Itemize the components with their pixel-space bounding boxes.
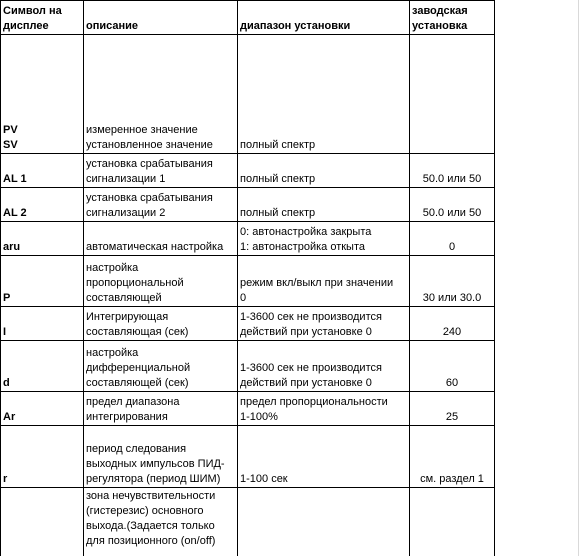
- range-cell: [237, 391, 410, 426]
- symbol-cell: [0, 255, 84, 307]
- cell-text-line: автоматическая настройка: [86, 241, 224, 253]
- symbol-cell: [0, 153, 84, 188]
- cell-text-line: 50.0 или 50: [422, 173, 482, 185]
- header-description-cell: [83, 0, 238, 35]
- cell-text-line: настройка: [86, 347, 139, 359]
- default-cell: [409, 255, 495, 307]
- default-cell: [409, 340, 495, 392]
- cell-text-line: составляющей: [86, 292, 162, 304]
- cell-text-line: составляющая (сек): [86, 326, 189, 338]
- cell-text-line: AL 2: [3, 207, 27, 219]
- description-cell: [83, 153, 238, 188]
- cell-text-line: действий при установке 0: [240, 326, 372, 338]
- cell-text-line: 1-3600 сек не производится: [240, 311, 382, 323]
- cell-text-line: полный спектр: [240, 139, 316, 151]
- description-cell: [83, 187, 238, 222]
- cell-text-line: AL 1: [3, 173, 27, 185]
- default-cell: [409, 153, 495, 188]
- description-cell: [83, 487, 238, 556]
- range-cell: [237, 221, 410, 256]
- description-cell: [83, 425, 238, 488]
- cell-text-line: d: [3, 377, 10, 389]
- cell-text-line: сигнализации 2: [86, 207, 166, 219]
- cell-text-line: заводская: [412, 5, 468, 17]
- cell-text-line: составляющей (сек): [86, 377, 189, 389]
- cell-text-line: пропорциональной: [86, 277, 184, 289]
- cell-text-line: описание: [86, 20, 139, 32]
- range-cell: [237, 153, 410, 188]
- cell-text-line: установленное значение: [86, 139, 213, 151]
- cell-text-line: 60: [445, 377, 459, 389]
- cell-text-line: (гистерезис) основного: [86, 505, 204, 517]
- cell-text-line: 1: автонастройка откыта: [240, 241, 365, 253]
- cell-text-line: дифференциальной: [86, 362, 191, 374]
- description-cell: [83, 306, 238, 341]
- default-cell: [409, 306, 495, 341]
- symbol-cell: [0, 391, 84, 426]
- cell-text-line: PV: [3, 124, 18, 136]
- cell-text-line: настройка: [86, 262, 139, 274]
- cell-text-line: действий при установке 0: [240, 377, 372, 389]
- symbol-cell: [0, 340, 84, 392]
- cell-text-line: см. раздел 1: [420, 473, 484, 485]
- symbol-cell: [0, 306, 84, 341]
- default-cell: [409, 391, 495, 426]
- cell-text-line: регулятора (период ШИМ): [86, 473, 221, 485]
- range-cell: [237, 34, 410, 154]
- range-cell: [237, 255, 410, 307]
- cell-text-line: I: [3, 326, 7, 338]
- symbol-cell: [0, 34, 84, 154]
- cell-text-line: полный спектр: [240, 207, 316, 219]
- cell-text-line: выхода.(Задается только: [86, 520, 215, 532]
- cell-text-line: P: [3, 292, 11, 304]
- cell-text-line: 50.0 или 50: [422, 207, 482, 219]
- cell-text-line: период следования: [86, 443, 187, 455]
- cell-text-line: Интегрирующая: [86, 311, 169, 323]
- cell-text-line: измеренное значение: [86, 124, 198, 136]
- header-symbol-cell: [0, 0, 84, 35]
- cell-text-line: 0: автонастройка закрыта: [240, 226, 372, 238]
- default-cell: [409, 425, 495, 488]
- cell-text-line: сигнализации 1: [86, 173, 166, 185]
- cell-text-line: режим вкл/выкл при значении: [240, 277, 394, 289]
- header-default-cell: [409, 0, 495, 35]
- cell-text-line: 240: [442, 326, 462, 338]
- symbol-cell: [0, 187, 84, 222]
- cell-text-line: 0: [240, 292, 247, 304]
- cell-text-line: Ar: [3, 411, 16, 423]
- range-cell: [237, 425, 410, 488]
- default-cell: [409, 34, 495, 154]
- cell-text-line: 1-100 сек: [240, 473, 288, 485]
- header-range-cell: [237, 0, 410, 35]
- description-cell: [83, 391, 238, 426]
- default-cell: [409, 487, 495, 556]
- cell-text-line: 0: [448, 241, 456, 253]
- range-cell: [237, 340, 410, 392]
- description-cell: [83, 340, 238, 392]
- cell-text-line: 25: [445, 411, 459, 423]
- cell-text-line: интегрирования: [86, 411, 168, 423]
- default-cell: [409, 187, 495, 222]
- cell-text-line: r: [3, 473, 8, 485]
- cell-text-line: дисплее: [3, 20, 49, 32]
- cell-text-line: установка: [412, 20, 468, 32]
- cell-text-line: зона нечувствительности: [86, 490, 216, 502]
- cell-text-line: предел диапазона: [86, 396, 180, 408]
- cell-text-line: SV: [3, 139, 18, 151]
- cell-text-line: полный спектр: [240, 173, 316, 185]
- symbol-cell: [0, 221, 84, 256]
- cell-text-line: 30 или 30.0: [422, 292, 482, 304]
- cell-text-line: предел пропорциональности: [240, 396, 388, 408]
- range-cell: [237, 487, 410, 556]
- description-cell: [83, 255, 238, 307]
- cell-text-line: установка срабатывания: [86, 158, 213, 170]
- range-cell: [237, 306, 410, 341]
- cell-text-line: диапазон установки: [240, 20, 351, 32]
- symbol-cell: [0, 487, 84, 556]
- symbol-cell: [0, 425, 84, 488]
- description-cell: [83, 34, 238, 154]
- range-cell: [237, 187, 410, 222]
- default-cell: [409, 221, 495, 256]
- cell-text-line: установка срабатывания: [86, 192, 213, 204]
- cell-text-line: выходных импульсов ПИД-: [86, 458, 225, 470]
- description-cell: [83, 221, 238, 256]
- cell-text-line: 1-100%: [240, 411, 278, 423]
- cell-text-line: для позиционного (on/off): [86, 535, 216, 547]
- cell-text-line: 1-3600 сек не производится: [240, 362, 382, 374]
- cell-text-line: aru: [3, 241, 21, 253]
- cell-text-line: Символ на: [3, 5, 62, 17]
